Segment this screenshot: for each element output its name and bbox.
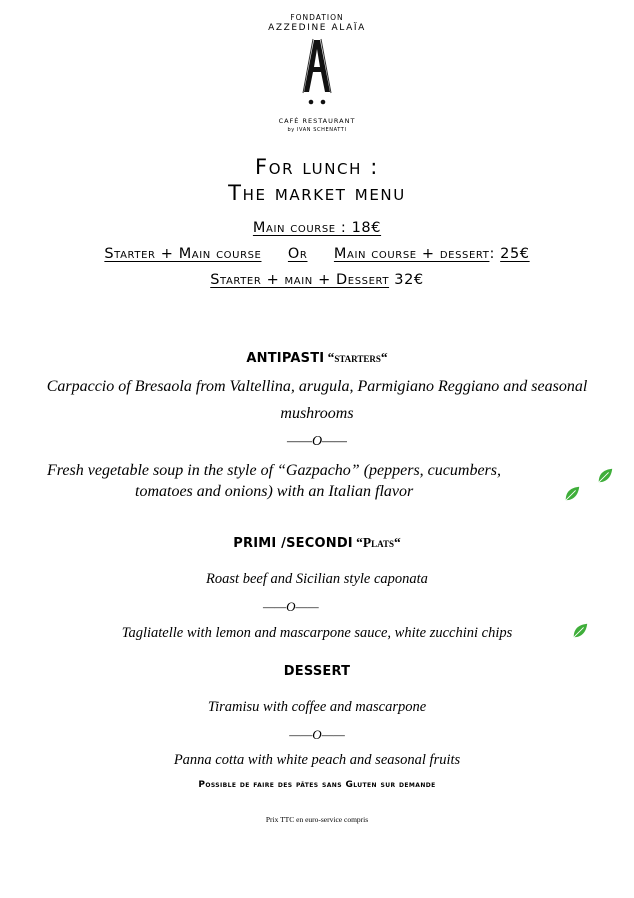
section-antipasti — [0, 350, 634, 366]
dish-roast-beef: Roast beef and Sicilian style caponata — [206, 571, 428, 587]
price-full: Starter + main + Dessert — [210, 272, 390, 288]
price-starter-main: Starter + Main course — [104, 246, 262, 262]
logo-a-icon — [287, 36, 347, 106]
section-dessert — [0, 663, 634, 679]
section-primi-label: PRIMI /SECONDI — [233, 536, 353, 551]
price-main-course-text: Main course : 18€ — [252, 220, 382, 236]
dish-tagliatelle: Tagliatelle with lemon and mascarpone sauce, white zucchini chips — [121, 625, 513, 641]
price-colon: : — [489, 246, 495, 262]
leaf-icon — [571, 622, 589, 640]
dish-carpaccio-line-1: Carpaccio of Bresaola from Valtellina, arugula, Parmigiano Reggiano and seasonal — [46, 378, 588, 395]
dish-soup-line-1: Fresh vegetable soup in the style of “Gazpacho” (peppers, cucumbers, — [47, 462, 501, 479]
price-main-course — [0, 220, 634, 236]
price-25: 25€ — [500, 246, 530, 262]
separator-1: ——O—— — [287, 434, 347, 449]
dish-tiramisu: Tiramisu with coffee and mascarpone — [207, 699, 427, 715]
price-main-dessert: Main course + dessert — [333, 246, 490, 262]
gluten-note: Possible de faire des pâtes sans Gluten sur demande — [198, 780, 436, 790]
price-32: 32€ — [394, 272, 424, 288]
logo-cafe: CAFÉ RESTAURANT — [278, 117, 356, 125]
price-note: Prix TTC en euro-service compris — [265, 815, 369, 824]
leaf-icon — [563, 485, 581, 503]
section-primi-quote: “Plats“ — [356, 535, 401, 550]
separator-3: ——O—— — [289, 727, 345, 742]
title-line-2: The market menu — [228, 181, 406, 205]
section-dessert-label: DESSERT — [283, 664, 351, 679]
price-three-courses — [0, 272, 634, 288]
logo-fondation: FONDATION — [290, 13, 344, 22]
leaf-icon — [596, 467, 614, 485]
dish-soup-line-2: tomatoes and onions) with an Italian flavor — [135, 483, 414, 500]
section-antipasti-label: ANTIPASTI — [246, 351, 325, 366]
dish-panna-cotta: Panna cotta with white peach and seasonal fruits — [173, 752, 461, 768]
logo-mark — [0, 36, 634, 106]
logo-name: AZZEDINE ALAÏA — [268, 23, 366, 33]
dish-carpaccio-line-2: mushrooms — [280, 405, 354, 422]
title-line-1: For lunch : — [255, 155, 379, 179]
price-or: Or — [287, 246, 308, 262]
section-primi-secondi — [0, 535, 634, 551]
separator-2: ——O—— — [263, 599, 319, 614]
logo-by: by IVAN SCHENATTI — [287, 127, 347, 133]
section-antipasti-quote: “starters“ — [327, 350, 388, 365]
price-two-courses — [0, 246, 634, 262]
